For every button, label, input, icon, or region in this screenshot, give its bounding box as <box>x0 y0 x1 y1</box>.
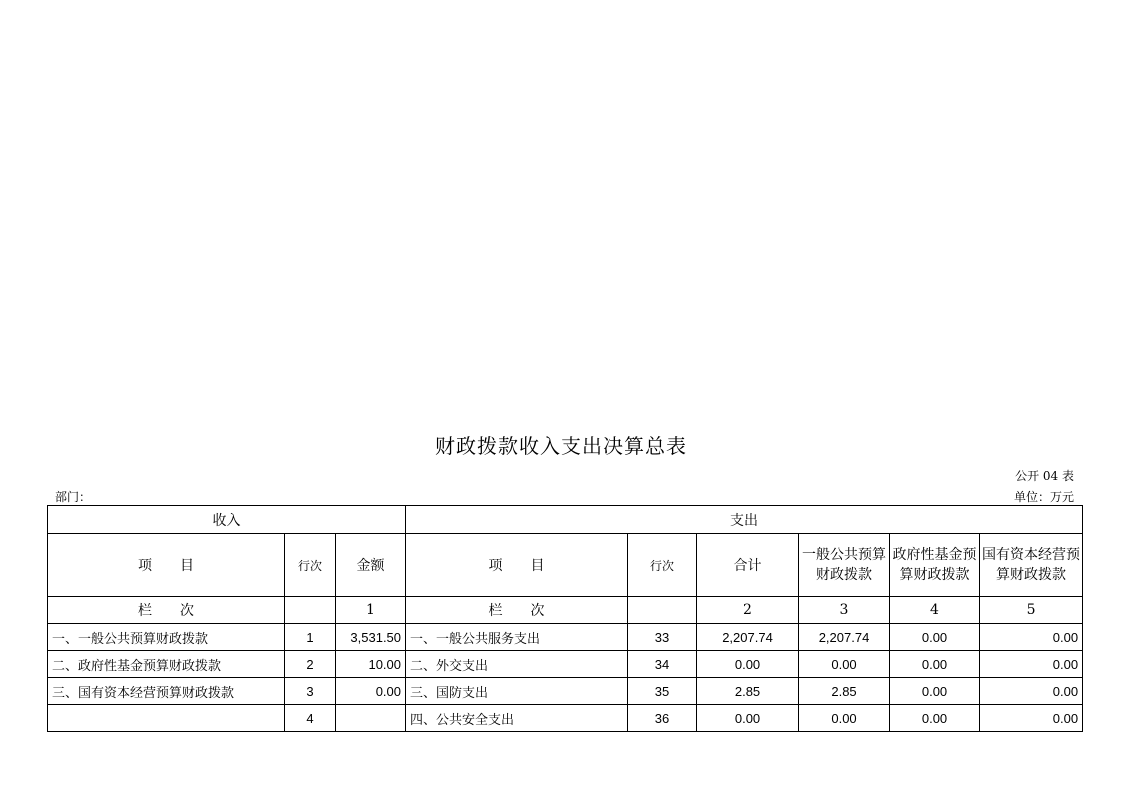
form-number: 公开 04 表 <box>1015 469 1074 483</box>
column-number-2: 2 <box>697 597 799 624</box>
income-item: 二、政府性基金预算财政拨款 <box>48 651 285 678</box>
expense-row-no: 35 <box>628 678 697 705</box>
column-label-right: 栏 次 <box>406 597 628 624</box>
general-budget-value: 0.00 <box>799 651 890 678</box>
expense-row-no: 33 <box>628 624 697 651</box>
state-capital-budget-value: 0.00 <box>980 651 1083 678</box>
table-row <box>48 624 1083 651</box>
column-number-blank <box>628 597 697 624</box>
expense-item-header: 项 目 <box>406 534 628 597</box>
expense-item: 四、公共安全支出 <box>406 705 628 732</box>
expense-row-no: 34 <box>628 651 697 678</box>
total-header: 合计 <box>697 534 799 597</box>
column-header-row <box>48 534 1083 597</box>
unit-label: 单位：万元 <box>1013 490 1074 504</box>
section-header-row <box>48 506 1083 534</box>
income-amount <box>336 705 406 732</box>
budget-summary-table <box>47 505 1083 732</box>
state-capital-budget-header: 国有资本经营预算财政拨款 <box>980 534 1083 597</box>
fund-budget-value: 0.00 <box>890 651 980 678</box>
income-item-header: 项 目 <box>48 534 285 597</box>
state-capital-budget-value: 0.00 <box>980 705 1083 732</box>
income-section-header: 收入 <box>48 506 406 534</box>
total-value: 2.85 <box>697 678 799 705</box>
expense-section-header: 支出 <box>406 506 1083 534</box>
column-number-4: 4 <box>890 597 980 624</box>
income-row-no: 3 <box>285 678 336 705</box>
general-budget-value: 2,207.74 <box>799 624 890 651</box>
table-row <box>48 651 1083 678</box>
income-row-no: 2 <box>285 651 336 678</box>
income-row-no: 4 <box>285 705 336 732</box>
expense-row-no-header: 行次 <box>628 534 697 597</box>
column-number-row <box>48 597 1083 624</box>
total-value: 2,207.74 <box>697 624 799 651</box>
total-value: 0.00 <box>697 705 799 732</box>
department-label: 部门： <box>55 490 92 504</box>
column-number-3: 3 <box>799 597 890 624</box>
fund-budget-value: 0.00 <box>890 624 980 651</box>
total-value: 0.00 <box>697 651 799 678</box>
column-number-blank <box>285 597 336 624</box>
column-label-left: 栏 次 <box>48 597 285 624</box>
fund-budget-value: 0.00 <box>890 678 980 705</box>
expense-item: 二、外交支出 <box>406 651 628 678</box>
income-item: 三、国有资本经营预算财政拨款 <box>48 678 285 705</box>
income-row-no: 1 <box>285 624 336 651</box>
table-row <box>48 705 1083 732</box>
state-capital-budget-value: 0.00 <box>980 678 1083 705</box>
general-budget-value: 0.00 <box>799 705 890 732</box>
column-number-5: 5 <box>980 597 1083 624</box>
fund-budget-header: 政府性基金预算财政拨款 <box>890 534 980 597</box>
general-budget-header: 一般公共预算财政拨款 <box>799 534 890 597</box>
income-row-no-header: 行次 <box>285 534 336 597</box>
income-amount: 10.00 <box>336 651 406 678</box>
expense-item: 一、一般公共服务支出 <box>406 624 628 651</box>
column-number-1: 1 <box>336 597 406 624</box>
table-row <box>48 678 1083 705</box>
fund-budget-value: 0.00 <box>890 705 980 732</box>
income-item <box>48 705 285 732</box>
income-item: 一、一般公共预算财政拨款 <box>48 624 285 651</box>
general-budget-value: 2.85 <box>799 678 890 705</box>
income-amount: 3,531.50 <box>336 624 406 651</box>
page-title: 财政拨款收入支出决算总表 <box>435 434 687 458</box>
state-capital-budget-value: 0.00 <box>980 624 1083 651</box>
expense-row-no: 36 <box>628 705 697 732</box>
income-amount: 0.00 <box>336 678 406 705</box>
income-amount-header: 金额 <box>336 534 406 597</box>
expense-item: 三、国防支出 <box>406 678 628 705</box>
